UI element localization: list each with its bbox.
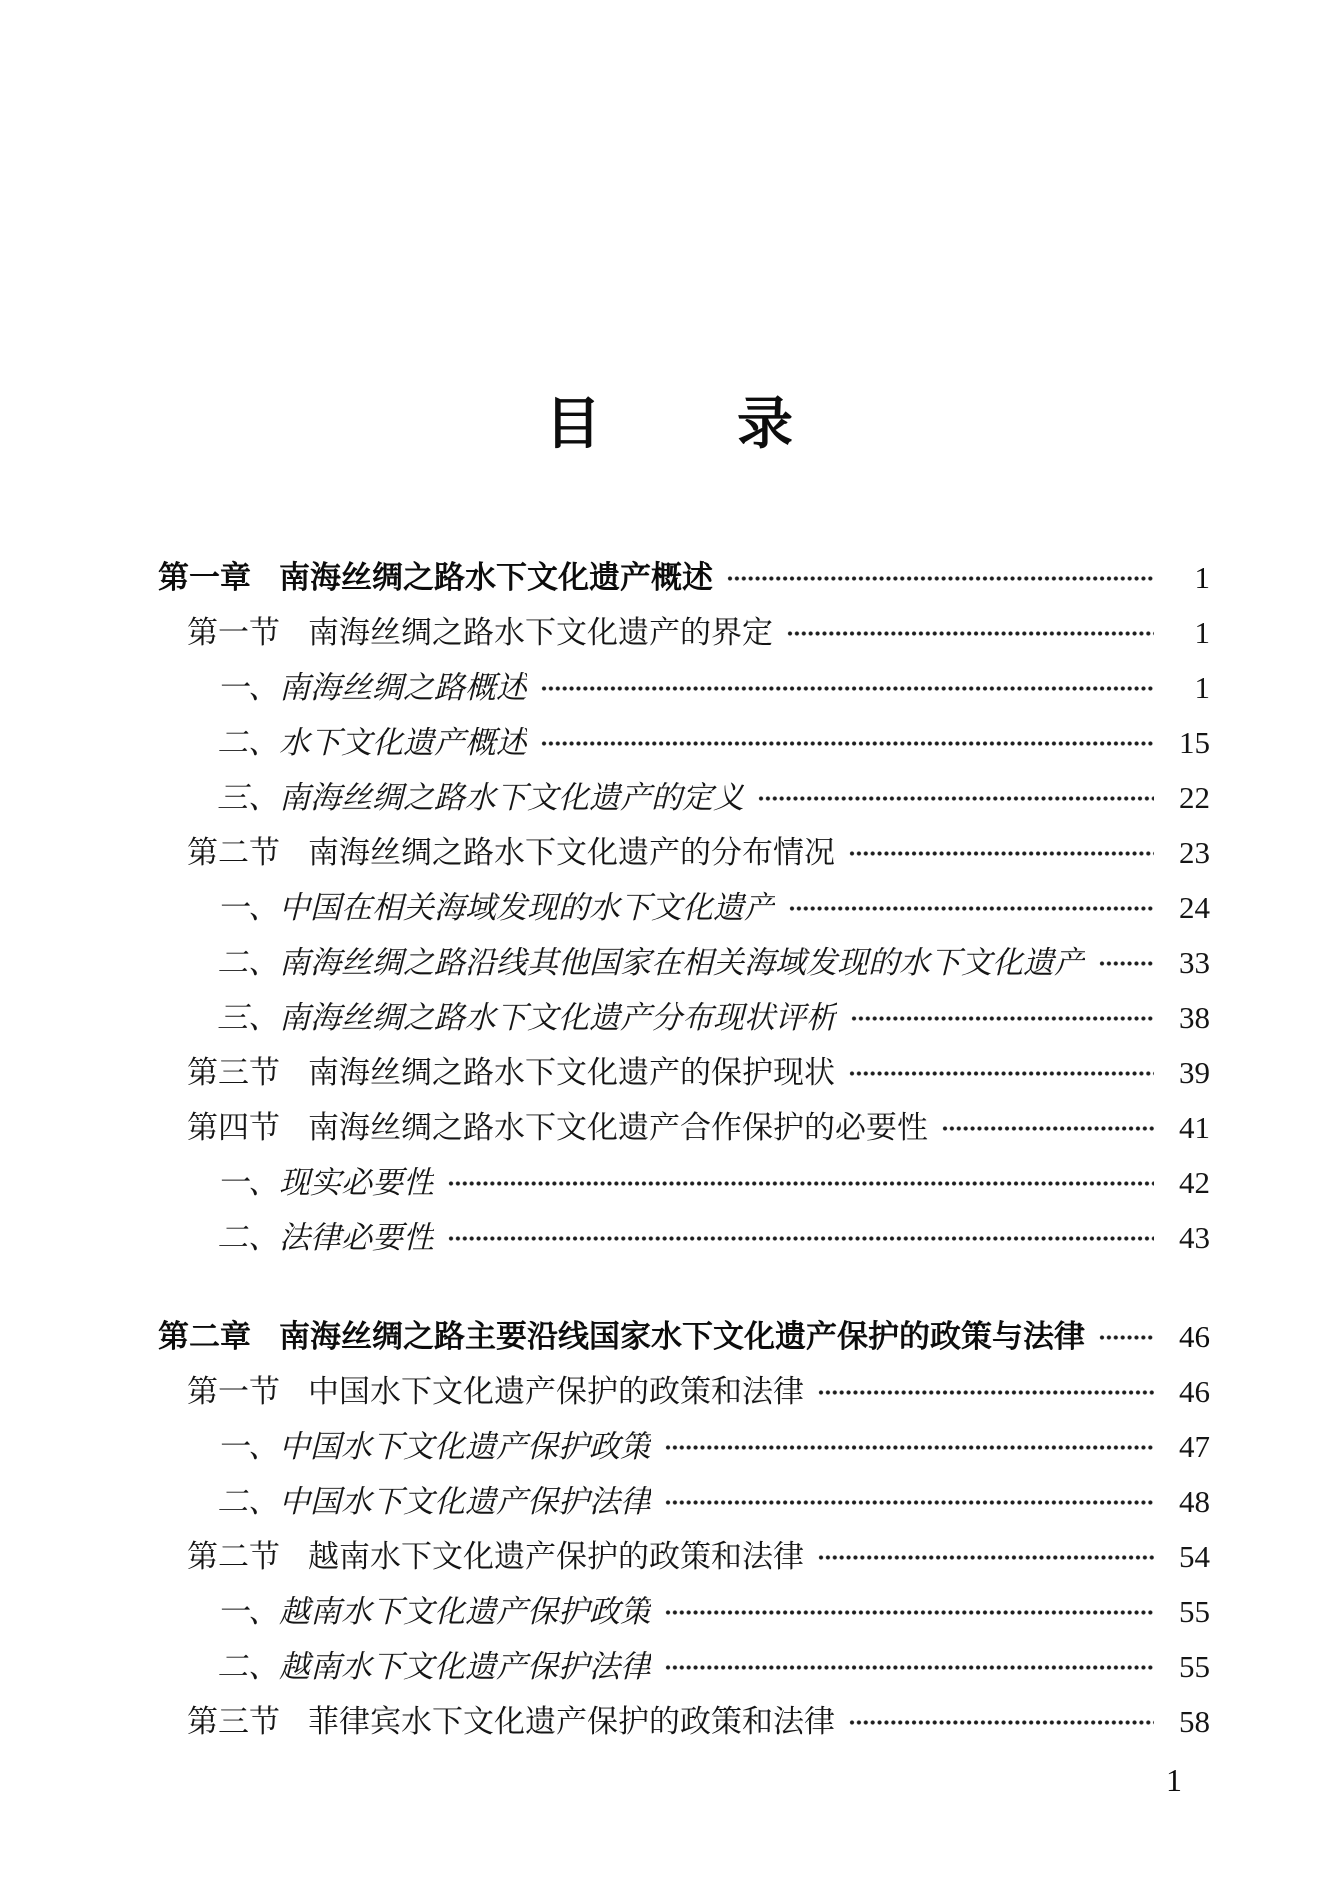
toc-entry-page-number: 1	[1194, 560, 1210, 595]
toc-entry-title: 南海丝绸之路水下文化遗产的定义	[279, 780, 744, 815]
toc-entry	[158, 935, 1210, 990]
toc-entry	[158, 1210, 1210, 1265]
toc-entry	[158, 1584, 1210, 1639]
toc-entry-label: 第四节	[187, 1110, 280, 1145]
dot-leader	[665, 1444, 1154, 1451]
dot-leader	[541, 685, 1154, 692]
toc-entry-title: 南海丝绸之路水下文化遗产合作保护的必要性	[308, 1110, 928, 1145]
toc-entry-page-number: 1	[1194, 615, 1210, 650]
toc-entry-title: 南海丝绸之路主要沿线国家水下文化遗产保护的政策与法律	[279, 1319, 1085, 1354]
toc-entry-title: 菲律宾水下文化遗产保护的政策和法律	[308, 1704, 835, 1739]
toc-entry	[158, 1694, 1210, 1749]
toc-entry-title: 南海丝绸之路水下文化遗产概述	[279, 560, 713, 595]
toc-entry	[158, 550, 1210, 605]
toc-entry-label: 第三节	[187, 1055, 280, 1090]
toc-entry-label: 第一章	[158, 560, 251, 595]
toc-entry-page-number: 46	[1179, 1319, 1210, 1354]
toc-entry-page-number: 46	[1179, 1374, 1210, 1409]
toc-entry-title: 南海丝绸之路概述	[279, 670, 527, 705]
toc-entry-page-number: 15	[1179, 725, 1210, 760]
dot-leader	[849, 1070, 1154, 1077]
toc-entry-label: 第一节	[187, 615, 280, 650]
toc-entry-title: 中国在相关海域发现的水下文化遗产	[279, 890, 775, 925]
dot-leader	[851, 1015, 1154, 1022]
dot-leader	[849, 1719, 1154, 1726]
toc-entry-label: 一、	[217, 670, 279, 705]
toc-entry	[158, 660, 1210, 715]
toc-entry-label: 一、	[217, 1165, 279, 1200]
toc-entry	[158, 605, 1210, 660]
toc-entry-title: 水下文化遗产概述	[279, 725, 527, 760]
toc-entry-title: 现实必要性	[279, 1165, 434, 1200]
toc-entry-page-number: 41	[1179, 1110, 1210, 1145]
toc-entry	[158, 880, 1210, 935]
toc-entry-page-number: 24	[1179, 890, 1210, 925]
dot-leader	[448, 1235, 1154, 1242]
toc-entry	[158, 1529, 1210, 1584]
toc-entry-label: 第二节	[187, 835, 280, 870]
toc-list	[158, 550, 1210, 1749]
toc-entry-page-number: 47	[1179, 1429, 1210, 1464]
dot-leader	[541, 740, 1154, 747]
toc-entry-label: 第一节	[187, 1374, 280, 1409]
toc-entry-title: 中国水下文化遗产保护的政策和法律	[308, 1374, 804, 1409]
toc-entry-page-number: 39	[1179, 1055, 1210, 1090]
dot-leader	[665, 1664, 1154, 1671]
toc-entry-page-number: 38	[1179, 1000, 1210, 1035]
dot-leader	[942, 1125, 1154, 1132]
toc-entry-label: 三、	[217, 780, 279, 815]
toc-entry-label: 二、	[217, 725, 279, 760]
toc-entry	[158, 990, 1210, 1045]
toc-entry-label: 二、	[217, 1649, 279, 1684]
toc-entry	[158, 1309, 1210, 1364]
page-number: 1	[1166, 1762, 1182, 1798]
dot-leader	[1099, 960, 1154, 967]
toc-entry-title: 南海丝绸之路水下文化遗产的界定	[308, 615, 773, 650]
toc-entry-label: 二、	[217, 945, 279, 980]
toc-entry-label: 二、	[217, 1220, 279, 1255]
toc-entry-title: 中国水下文化遗产保护政策	[279, 1429, 651, 1464]
toc-entry-page-number: 54	[1179, 1539, 1210, 1574]
dot-leader	[818, 1389, 1154, 1396]
toc-entry	[158, 1364, 1210, 1419]
toc-entry-title: 中国水下文化遗产保护法律	[279, 1484, 651, 1519]
dot-leader	[448, 1180, 1154, 1187]
toc-entry-label: 三、	[217, 1000, 279, 1035]
toc-entry	[158, 770, 1210, 825]
toc-entry-label: 一、	[217, 1429, 279, 1464]
toc-entry	[158, 1639, 1210, 1694]
toc-entry-page-number: 58	[1179, 1704, 1210, 1739]
toc-entry	[158, 825, 1210, 880]
toc-entry-page-number: 1	[1194, 670, 1210, 705]
toc-entry	[158, 1100, 1210, 1155]
toc-entry	[158, 1045, 1210, 1100]
dot-leader	[1099, 1334, 1154, 1341]
dot-leader	[818, 1554, 1154, 1561]
dot-leader	[665, 1609, 1154, 1616]
toc-entry-page-number: 55	[1179, 1649, 1210, 1684]
toc-entry	[158, 1474, 1210, 1529]
toc-entry	[158, 715, 1210, 770]
toc-entry-page-number: 22	[1179, 780, 1210, 815]
toc-entry-title: 南海丝绸之路沿线其他国家在相关海域发现的水下文化遗产	[279, 945, 1085, 980]
toc-entry-title: 法律必要性	[279, 1220, 434, 1255]
toc-entry-title: 南海丝绸之路水下文化遗产的分布情况	[308, 835, 835, 870]
toc-entry-label: 一、	[217, 890, 279, 925]
toc-entry-title: 越南水下文化遗产保护的政策和法律	[308, 1539, 804, 1574]
toc-entry-page-number: 33	[1179, 945, 1210, 980]
dot-leader	[758, 795, 1154, 802]
toc-entry-page-number: 48	[1179, 1484, 1210, 1519]
dot-leader	[849, 850, 1154, 857]
dot-leader	[787, 630, 1154, 637]
dot-leader	[789, 905, 1154, 912]
dot-leader	[727, 575, 1154, 582]
toc-entry-page-number: 23	[1179, 835, 1210, 870]
toc-entry-page-number: 42	[1179, 1165, 1210, 1200]
toc-entry-page-number: 55	[1179, 1594, 1210, 1629]
toc-entry-page-number: 43	[1179, 1220, 1210, 1255]
page-title: 目 录	[545, 394, 795, 456]
toc-entry-title: 南海丝绸之路水下文化遗产分布现状评析	[279, 1000, 837, 1035]
toc-entry-label: 第二节	[187, 1539, 280, 1574]
toc-entry-title: 越南水下文化遗产保护政策	[279, 1594, 651, 1629]
toc-entry-label: 一、	[217, 1594, 279, 1629]
toc-entry	[158, 1419, 1210, 1474]
toc-entry	[158, 1155, 1210, 1210]
toc-entry-label: 第三节	[187, 1704, 280, 1739]
toc-entry-label: 第二章	[158, 1319, 251, 1354]
dot-leader	[665, 1499, 1154, 1506]
toc-entry-title: 南海丝绸之路水下文化遗产的保护现状	[308, 1055, 835, 1090]
toc-entry-label: 二、	[217, 1484, 279, 1519]
toc-entry-title: 越南水下文化遗产保护法律	[279, 1649, 651, 1684]
